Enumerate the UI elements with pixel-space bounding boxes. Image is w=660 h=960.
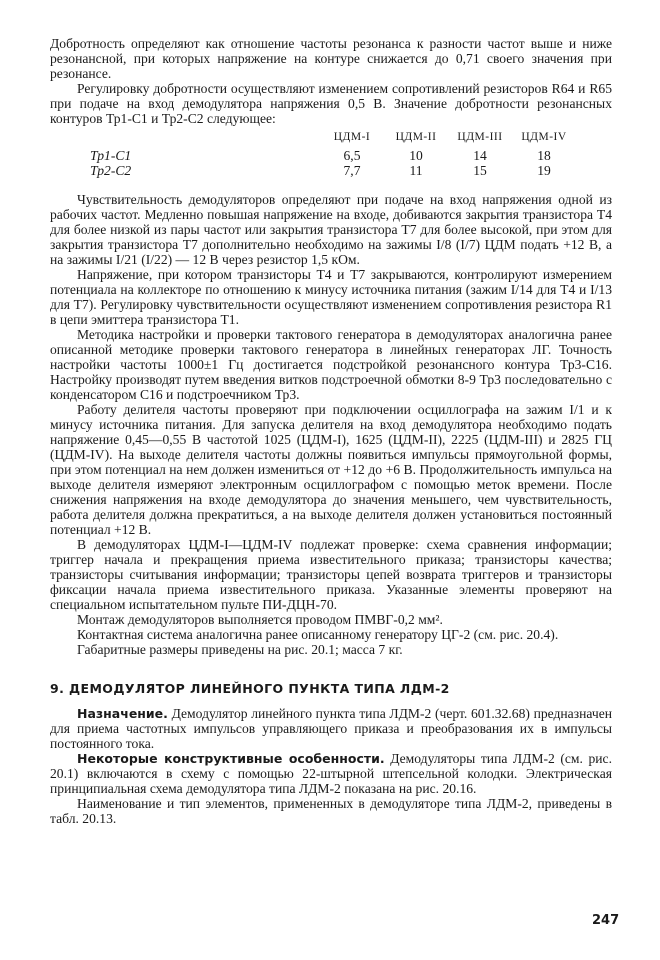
- paragraph-contact-system: Контактная система аналогична ранее описанному генератору ЦГ-2 (см. рис. 20.4).: [77, 627, 559, 642]
- paragraph-sensitivity: Чувствительность демодуляторов определяют при подаче на вход напряжения одной из рабочих частот. Медленно повышая напряжение на входе, добиваются закрытия транзистора Т4 для более низкой из пары частот или закрытия транзистора Т7 для более высокой, при этом для закрытия транзистора Т7 дополнительно необходимо на зажимы I/8 (I/7) ЦДМ подать +12 В, а на зажимы I/21 (I/22) — 12 В через резистор 1,5 кОм.: [50, 192, 612, 267]
- paragraph-closing-voltage: Напряжение, при котором транзисторы Т4 и Т7 закрываются, контролируют измерением потенциала на коллекторе по отношению к минусу источника питания (зажим I/14 для Т4 и I/13 для Т7). Регулировку чувствительности осуществляют изменением сопротивления резистора R1 в цепи эмиттера транзистора Т1.: [50, 267, 612, 327]
- q-table-cell: 18: [537, 148, 551, 163]
- q-table-cell: 10: [409, 148, 423, 163]
- paragraph-mounting: Монтаж демодуляторов выполняется проводом ПМВГ-0,2 мм².: [77, 612, 443, 627]
- q-table-row-name: Тр1-С1: [90, 148, 132, 163]
- paragraph-frequency-divider: Работу делителя частоты проверяют при подключении осциллографа на зажим I/1 и к минусу источника питания. Для запуска делителя на вход демодулятора необходимо подать напряжение 0,45—0,55 В частотой 1025 (ЦДМ-I), 1625 (ЦДМ-II), 2225 (ЦДМ-III) и 2825 ГЦ (ЦДМ-IV). На выходе делителя частоты должны появиться импульсы прямоугольной формы, при этом потенциал на нем должен измениться от +12 до +6 В. Продолжительность импульса на выходе делителя измеряют электронным осциллографом с помощью меток времени. После снижения напряжения на входе демодулятора до значения меньшего, чем чувствительность, работа делителя должна прекратиться, а на выходе делителя должен установиться постоянный потенциал +12 В.: [50, 402, 612, 537]
- q-values-table: [90, 130, 576, 178]
- q-table-row-name: Тр2-С2: [90, 163, 132, 178]
- q-table-header: ЦДМ-IV: [521, 131, 567, 143]
- q-table-cell: 11: [409, 163, 423, 178]
- purpose-text: Демодулятор линейного пункта типа ЛДМ-2 (черт. 601.32.68) предназначен для приема частотных импульсов управляющего приказа и преобразования их в импульсы постоянного тока.: [50, 706, 612, 751]
- paragraph-dimensions: Габаритные размеры приведены на рис. 20.1; масса 7 кг.: [77, 642, 403, 657]
- q-table-header: ЦДМ-I: [333, 131, 371, 143]
- q-table-cell: 15: [473, 163, 487, 178]
- paragraph-q-adjustment: Регулировку добротности осуществляют изменением сопротивлений резисторов R64 и R65 при подаче на вход демодулятора напряжения 0,5 В. Значение добротности резонансных контуров Тр1-С1 и Тр2-С2 следующее:: [50, 81, 612, 126]
- q-table-cell: 14: [473, 148, 487, 163]
- q-table-header: ЦДМ-III: [457, 131, 503, 143]
- purpose-label: Назначение.: [77, 706, 168, 721]
- text-column: [50, 36, 612, 826]
- paragraph-checks: В демодуляторах ЦДМ-I—ЦДМ-IV подлежат проверке: схема сравнения информации; триггер начала и прекращения приема известительного приказа; транзисторы качества; транзисторы считывания информации; транзисторы цепей возврата триггеров и транзисторы фиксации начала приема известительного приказа. Указанные элементы проверяют на специальном испытательном пульте ПИ-ДЦН-70.: [50, 537, 612, 612]
- q-table-row: [90, 148, 576, 163]
- q-table-row: [90, 163, 576, 178]
- section-heading: 9. ДЕМОДУЛЯТОР ЛИНЕЙНОГО ПУНКТА ТИПА ЛДМ-2: [50, 681, 450, 696]
- design-label: Некоторые конструктивные особенности.: [77, 751, 385, 766]
- q-table-cell: 19: [537, 163, 551, 178]
- q-table-cell: 6,5: [343, 148, 361, 163]
- paragraph-purpose: [50, 706, 612, 751]
- paragraph-q-definition: Добротность определяют как отношение частоты резонанса к разности частот выше и ниже резонансной, при которых напряжение на контуре снижается до 0,71 своего значения при резонансе.: [50, 36, 612, 81]
- q-table-header-row: [90, 130, 576, 148]
- q-table-header: ЦДМ-II: [395, 131, 437, 143]
- design-text: Демодуляторы типа ЛДМ-2 (см. рис. 20.1) включаются в схему с помощью 22-штырной штепсельной колодки. Электрическая принципиальная схема демодулятора типа ЛДМ-2 показана на рис. 20.16.: [50, 751, 612, 796]
- q-table-cell: 7,7: [343, 163, 361, 178]
- paragraph-elements-table-ref: Наименование и тип элементов, примененных в демодуляторе типа ЛДМ-2, приведены в табл. 20.13.: [50, 796, 612, 826]
- page-number: 247: [592, 913, 620, 928]
- paragraph-design: [50, 751, 612, 796]
- paragraph-clock-generator: Методика настройки и проверки тактового генератора в демодуляторах аналогична ранее описанной методике проверки тактового генератора в линейных генераторах ЛГ. Точность настройки частоты 1000±1 Гц достигается подстройкой резонансного контура Тр3-С16. Настройку производят путем введения витков подстроечной обмотки 8-9 Тр3 последовательно с конденсатором С16 и подстроечником Тр3.: [50, 327, 612, 402]
